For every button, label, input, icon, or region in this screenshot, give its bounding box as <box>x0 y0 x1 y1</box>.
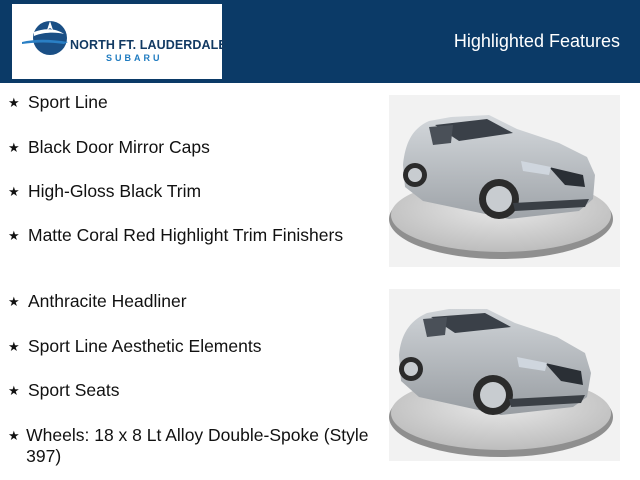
star-icon: ★ <box>8 228 20 243</box>
feature-text: Black Door Mirror Caps <box>28 137 210 157</box>
feature-text: Wheels: 18 x 8 Lt Alloy Double-Spoke (Style 397) <box>26 425 369 466</box>
feature-item <box>8 92 373 113</box>
star-icon: ★ <box>8 428 20 443</box>
star-icon: ★ <box>8 140 20 155</box>
star-icon: ★ <box>8 184 20 199</box>
feature-text: Matte Coral Red Highlight Trim Finishers <box>28 225 344 245</box>
feature-item <box>8 336 373 357</box>
feature-text: Anthracite Headliner <box>28 291 187 311</box>
car-photo-2 <box>389 289 620 461</box>
star-icon: ★ <box>8 339 20 354</box>
feature-text: High-Gloss Black Trim <box>28 181 202 201</box>
logo-brand-name: SUBARU <box>106 53 163 63</box>
feature-item <box>8 181 373 202</box>
star-icon: ★ <box>8 95 20 110</box>
page-header <box>0 0 640 83</box>
feature-item <box>8 225 373 246</box>
page-title: Highlighted Features <box>453 31 620 51</box>
globe-swoosh-icon <box>20 12 74 62</box>
feature-item <box>8 425 373 467</box>
car-on-turntable-image <box>389 95 620 267</box>
feature-item <box>8 380 373 401</box>
logo-dealer-name: NORTH FT. LAUDERDALE <box>70 38 227 52</box>
feature-text: Sport Seats <box>28 380 120 400</box>
dealer-logo <box>12 4 227 79</box>
car-photo-1 <box>389 95 620 267</box>
feature-text: Sport Line <box>28 92 108 112</box>
star-icon: ★ <box>8 383 20 398</box>
feature-item <box>8 291 373 312</box>
feature-item <box>8 137 373 158</box>
feature-text: Sport Line Aesthetic Elements <box>28 336 262 356</box>
car-on-turntable-image <box>389 289 620 461</box>
star-icon: ★ <box>8 294 20 309</box>
